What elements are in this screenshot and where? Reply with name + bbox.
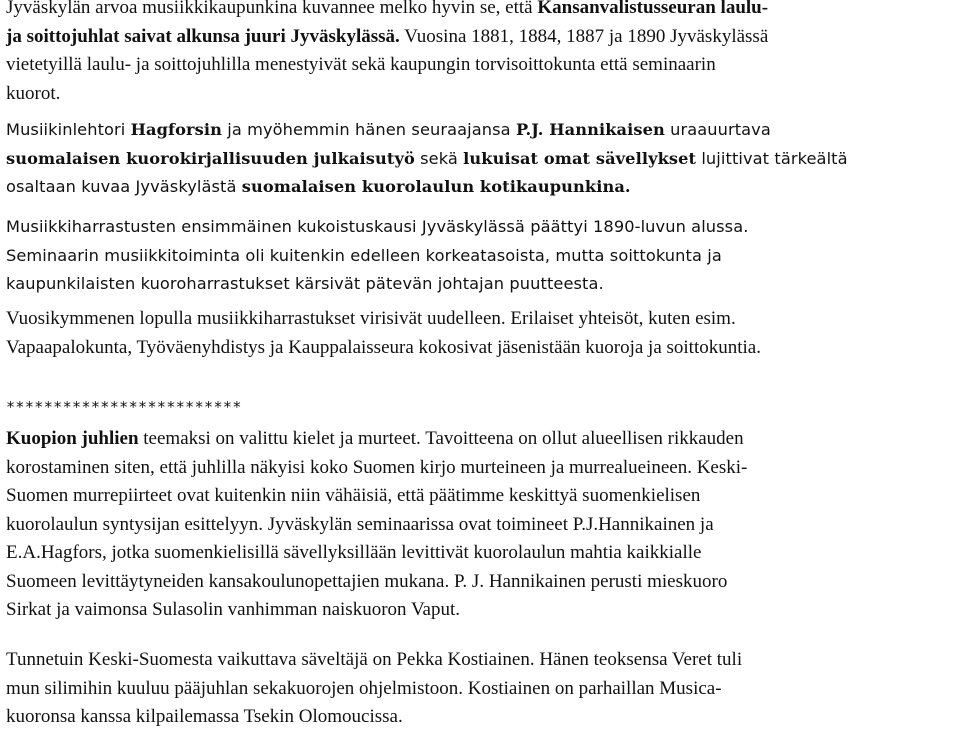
text-line: ja soittojuhlat saivat alkunsa juuri Jyväskylässä. Vuosina 1881, 1884, 1887 ja 1890 Jyväskylässä [6,25,769,47]
text-line: Musiikinlehtori Hagforsin ja myöhemmin hänen seuraajansa P.J. Hannikaisen uraauurtava [6,120,771,139]
text-line: suomalaisen kuorokirjallisuuden julkaisutyö sekä lukuisat omat sävellykset lujittivat tärkeältä [6,148,848,168]
text-line: korostaminen siten, että juhlilla näkyisi koko Suomen kirjo murteineen ja murrealueineen. Keski- [6,456,748,478]
bold-phrase: lukuisat omat sävellykset [463,148,697,168]
text-line: Suomen murrepiirteet ovat kuitenkin niin vähäisiä, että päätimme keskittyä suomenkielisen [6,485,701,506]
paragraph-festival-origins [6,0,952,108]
paragraph-kuopio-festival [6,425,952,625]
paragraph-hagfors-hannikainen [6,116,952,202]
text-line: Sirkat ja vaimonsa Sulasolin vanhimman naiskuoron Vaput. [6,599,461,620]
bold-phrase: ja soittojuhlat saivat alkunsa juuri Jyväskylässä. [6,25,400,47]
text-line: Suomeen levittäytyneiden kansakoulunopettajien mukana. P. J. Hannikainen perusti mieskuoro [6,570,728,592]
text-line: Musiikkiharrastusten ensimmäinen kukoistuskausi Jyväskylässä päättyi 1890-luvun alussa. [6,217,749,236]
bold-phrase: P.J. Hannikaisen [515,120,665,139]
bold-phrase: Kuopion juhlien [6,428,139,449]
bold-phrase: Kansanvalistusseuran laulu- [537,0,769,18]
text-line: kuorolaulun syntysijan esittelyyn. Jyväskylän seminaarissa ovat toimineet P.J.Hannikainen ja [6,513,714,535]
text-line: kaupunkilaisten kuoroharrastukset kärsivät pätevän johtajan puutteesta. [6,274,604,293]
text-line: kuoronsa kanssa kilpailemassa Tsekin Olomoucissa. [6,706,403,727]
text-line: Vuosikymmenen lopulla musiikkiharrastukset virisivät uudelleen. Erilaiset yhteisöt, kuten esim. [6,308,736,329]
text-line: vietetyillä laulu- ja soittojuhlilla menestyivät sekä kaupungin torvisoittokunta että seminaarin [6,54,716,75]
paragraph-kostiainen [6,646,952,732]
paragraph-revival [6,305,952,362]
separator-asterisks: ************************* [6,398,242,416]
bold-phrase: suomalaisen kuorokirjallisuuden julkaisutyö [6,148,415,168]
text-line: Jyväskylän arvoa musiikkikaupunkina kuvannee melko hyvin se, että Kansanvalistusseuran laulu- [6,0,952,23]
text-line: osaltaan kuvaa Jyväskylästä suomalaisen kuorolaulun kotikaupunkina. [6,177,631,196]
text-line: Seminaarin musiikkitoiminta oli kuitenkin edelleen korkeatasoista, mutta soittokunta ja [6,245,722,265]
text-line: mun silimihin kuuluu pääjuhlan sekakuorojen ohjelmistoon. Kostiainen on parhaillan Musica- [6,677,722,699]
paragraph-first-bloom [6,213,952,299]
text-line: Kuopion juhlien teemaksi on valittu kielet ja murteet. Tavoitteena on ollut alueellisen rikkauden [6,428,744,449]
text-line: kuorot. [6,82,61,104]
bold-phrase: suomalaisen kuorolaulun kotikaupunkina. [241,177,631,196]
text-line: Vapaapalokunta, Työväenyhdistys ja Kauppalaisseura kokosivat jäsenistään kuoroja ja soittokuntia. [6,336,761,358]
bold-phrase: Hagforsin [130,120,222,139]
text-line: E.A.Hagfors, jotka suomenkielisillä sävellyksillään levittivät kuorolaulun mahtia kaikkialle [6,542,702,563]
text-line: Tunnetuin Keski-Suomesta vaikuttava säveltäjä on Pekka Kostiainen. Hänen teoksensa Veret tuli [6,649,743,670]
